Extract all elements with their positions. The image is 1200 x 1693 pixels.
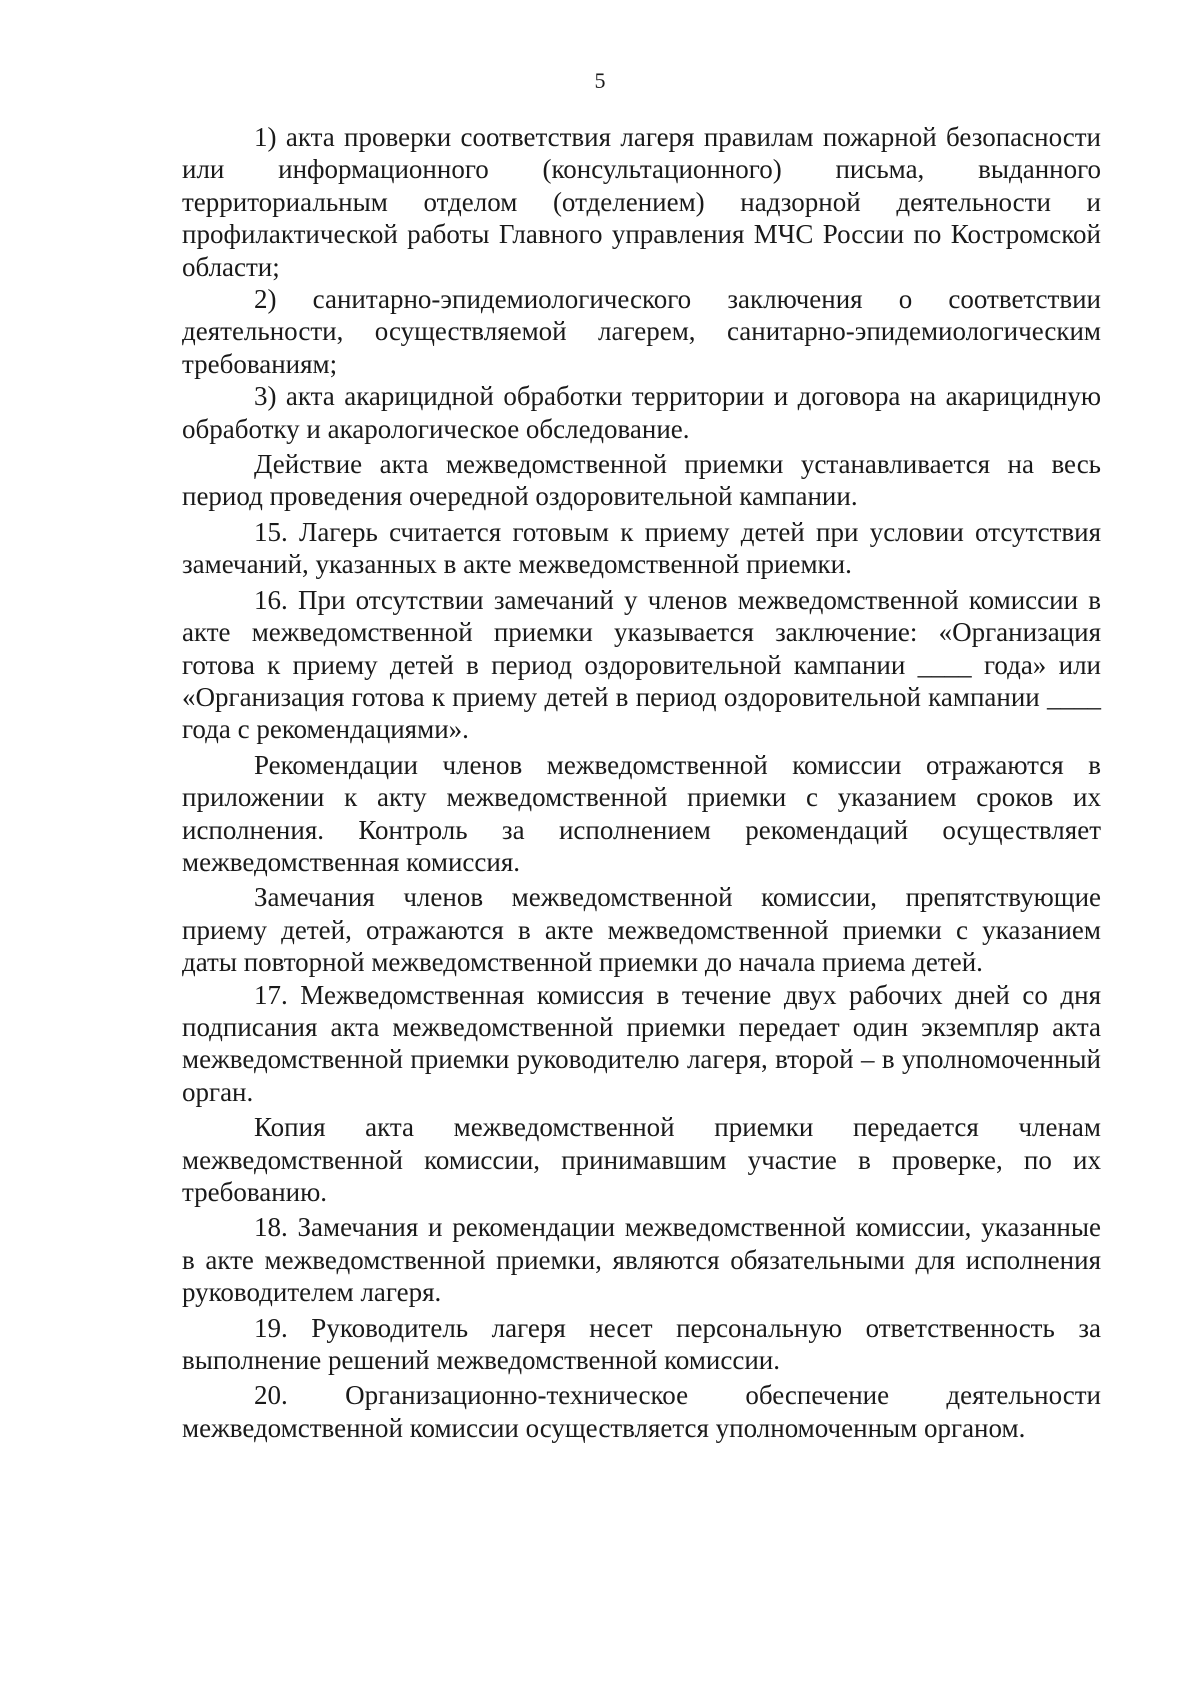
paragraph-item-2-sanitary: 2) санитарно-эпидемиологического заключения о соответствии деятельности, осуществляемой лагерем, санитарно-эпидемиологическим требованиям; [182,284,1101,379]
paragraph-act-validity: Действие акта межведомственной приемки устанавливается на весь период проведения очередной оздоровительной кампании. [182,449,1101,512]
paragraph-17: 17. Межведомственная комиссия в течение двух рабочих дней со дня подписания акта межведомственной приемки передает один экземпляр акта межведомственной приемки руководителю лагеря, второй – в уполномоченный орган. [182,979,1101,1107]
paragraph-item-3-acaricide: 3) акта акарицидной обработки территории и договора на акарицидную обработку и акарологическое обследование. [182,381,1101,444]
paragraph-recommendations: Рекомендации членов межведомственной комиссии отражаются в приложении к акту межведомственной приемки с указанием сроков их исполнения. Контроль за исполнением рекомендаций осуществляет межведомственная комиссия. [182,749,1101,877]
paragraph-16: 16. При отсутствии замечаний у членов межведомственной комиссии в акте межведомственной приемки указывается заключение: «Организация готова к приему детей в период оздоровительной кампании ____ года» или «Организация готова к приему детей в период оздоровительной кампании ____ года с рекомендациями». [182,584,1101,745]
paragraph-18: 18. Замечания и рекомендации межведомственной комиссии, указанные в акте межведомственной приемки, являются обязательными для исполнения руководителем лагеря. [182,1212,1101,1308]
document-body [182,121,1101,1444]
page-number: 5 [594,68,606,93]
paragraph-remarks: Замечания членов межведомственной комиссии, препятствующие приему детей, отражаются в акте межведомственной приемки с указанием даты повторной межведомственной приемки до начала приема детей. [182,882,1101,978]
paragraph-copy-of-act: Копия акта межведомственной приемки передается членам межведомственной комиссии, принимавшим участие в проверке, по их требованию. [182,1112,1101,1207]
paragraph-20: 20. Организационно-техническое обеспечение деятельности межведомственной комиссии осуществляется уполномоченным органом. [182,1380,1101,1443]
paragraph-item-1-fire-safety: 1) акта проверки соответствия лагеря правилам пожарной безопасности или информационного (консультационного) письма, выданного территориальным отделом (отделением) надзорной деятельности и профилактической работы Главного управления МЧС России по Костромской области; [182,122,1101,282]
paragraph-19: 19. Руководитель лагеря несет персональную ответственность за выполнение решений межведомственной комиссии. [182,1312,1101,1376]
paragraph-15: 15. Лагерь считается готовым к приему детей при условии отсутствия замечаний, указанных в акте межведомственной приемки. [182,516,1101,580]
